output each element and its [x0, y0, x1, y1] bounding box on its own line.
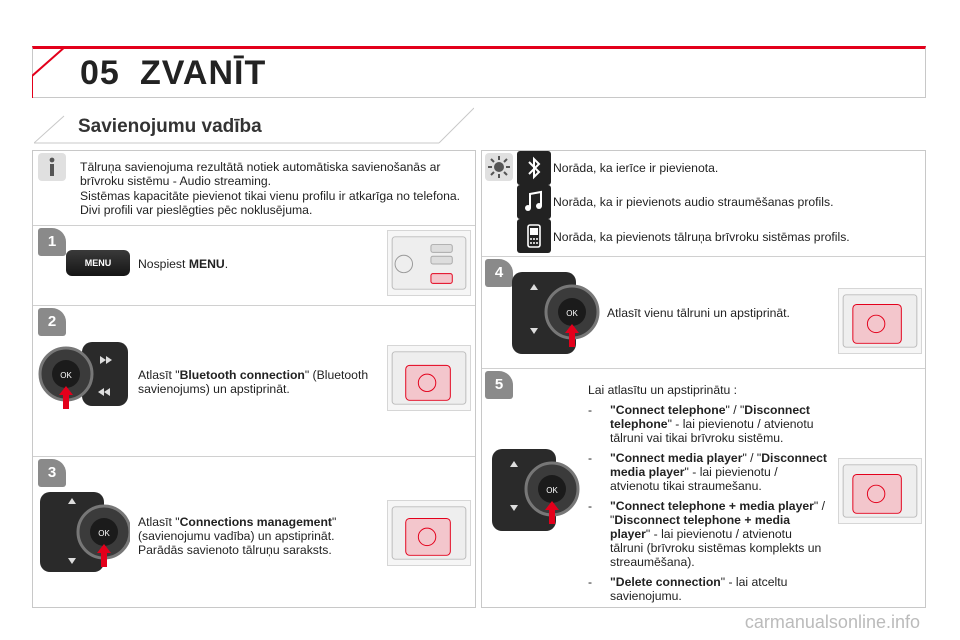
chapter-title: ZVANĪT: [140, 54, 267, 92]
step-badge-4: 4: [485, 259, 513, 287]
info-text-1: Tālruņa savienojuma rezultātā notiek automātiska savienošanās ar brīvroku sistēmu - Audio streaming.: [80, 160, 441, 188]
knob-label: OK: [98, 529, 110, 538]
option-b1: "Connect telephone: [610, 403, 726, 417]
divider: [33, 225, 475, 226]
control-knob-step3[interactable]: [40, 488, 130, 584]
option-rest: " - lai atceltu savienojumu.: [610, 575, 788, 603]
list-dash: -: [588, 403, 593, 417]
step4-text: Atlasīt vienu tālruni un apstiprināt.: [607, 306, 790, 320]
option-b2: Disconnect media player: [610, 451, 827, 479]
divider: [33, 305, 475, 306]
option-rest: " - lai pievienotu / atvienotu tālruni (brīvroku sistēmas komplekts un streaumēšana).: [610, 527, 822, 569]
connection-options-list: [588, 403, 828, 603]
control-knob-step4[interactable]: [512, 268, 602, 364]
option-rest: " - lai pievienotu / atvienotu tālruni vai tikai brīvroku sistēmu.: [610, 417, 814, 445]
step5-content: [588, 383, 828, 609]
divider: [482, 256, 925, 257]
divider: [482, 368, 925, 369]
step5-intro: Lai atlasītu un apstiprinātu :: [588, 383, 738, 397]
option-rest: " - lai pievienotu / atvienotu tikai straumešanu.: [610, 465, 778, 493]
list-dash: -: [588, 575, 593, 589]
option-b2: Disconnect telephone + media player: [610, 513, 791, 541]
step-badge-2: 2: [38, 308, 66, 336]
mobile-phone-icon: [517, 219, 551, 253]
step-badge-3: 3: [38, 459, 66, 487]
option-b1: "Connect media player: [610, 451, 743, 465]
step5-panel-thumbnail: [838, 458, 922, 524]
chapter-number: 05: [80, 54, 120, 92]
connection-option: [588, 451, 828, 493]
list-dash: -: [588, 451, 593, 465]
step-badge-1: 1: [38, 228, 66, 256]
knob-label: OK: [60, 371, 72, 380]
option-b2: Disconnect telephone: [610, 403, 810, 431]
step1-text: Nospiest MENU.: [138, 257, 229, 271]
menu-button[interactable]: MENU: [66, 250, 130, 276]
connection-option: [588, 403, 828, 445]
info-text-2: Sistēmas kapacitāte pievienot tikai vienu profilu ir atkarīga no telefona. Divi profili var pieslēgties pēc noklusējuma.: [80, 189, 461, 217]
knob-label: OK: [566, 309, 578, 318]
music-note-icon: [517, 185, 551, 219]
option-b1: "Connect telephone + media player: [610, 499, 814, 513]
step3-panel-thumbnail: [387, 500, 471, 566]
step1-panel-thumbnail: [387, 230, 471, 296]
connection-option: [588, 575, 828, 603]
step-badge-5: 5: [485, 371, 513, 399]
divider: [33, 456, 475, 457]
legend-audio-text: Norāda, ka ir pievienots audio straumēšanas profils.: [553, 195, 834, 209]
option-m1: " / ": [610, 499, 825, 527]
tip-icon: [485, 153, 513, 181]
step2-panel-thumbnail: [387, 345, 471, 411]
option-b1: "Delete connection: [610, 575, 721, 589]
connection-option: [588, 499, 828, 569]
knob-label: OK: [546, 486, 558, 495]
step4-panel-thumbnail: [838, 288, 922, 354]
legend-bluetooth-text: Norāda, ka ierīce ir pievienota.: [553, 161, 719, 175]
legend-phone-text: Norāda, ka pievienots tālruņa brīvroku sistēmas profils.: [553, 230, 850, 244]
list-dash: -: [588, 499, 593, 513]
bluetooth-icon: [517, 151, 551, 185]
option-m1: " / ": [742, 451, 762, 465]
info-icon: [38, 153, 66, 181]
control-knob-step2[interactable]: [38, 336, 128, 416]
step3-text: Atlasīt "Connections management" (savienojumu vadība) un apstiprināt. Parādās savienoto tālruņu saraksts.: [138, 515, 337, 557]
option-m1: " / ": [725, 403, 745, 417]
footer-watermark: carmanualsonline.info: [744, 612, 920, 632]
step2-text: Atlasīt "Bluetooth connection" (Bluetooth savienojums) un apstiprināt.: [138, 368, 369, 396]
control-knob-step5[interactable]: [492, 445, 582, 541]
section-title: Savienojumu vadība: [78, 116, 262, 137]
